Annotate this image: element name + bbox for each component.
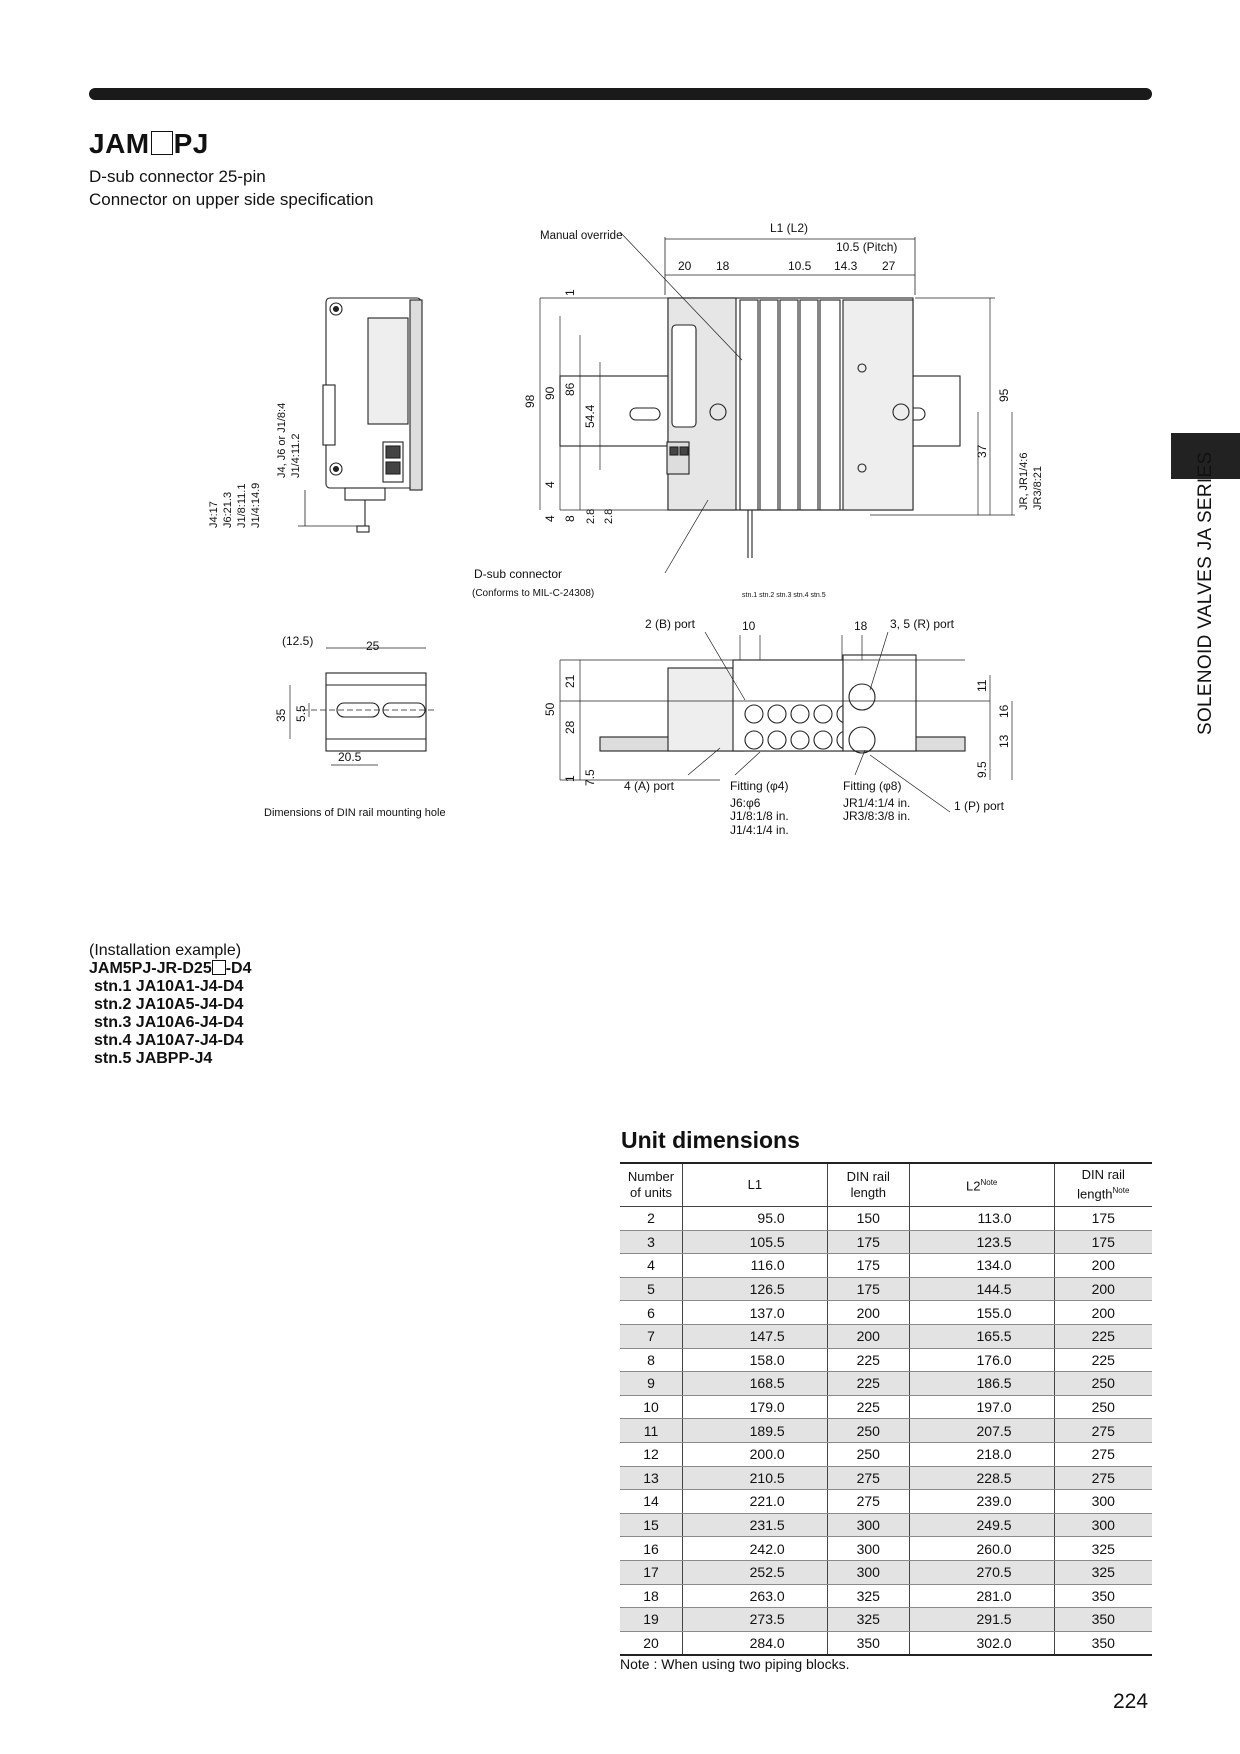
table-row xyxy=(620,1466,1152,1490)
table-cell: 252.5 xyxy=(683,1560,828,1584)
table-cell: 250 xyxy=(1054,1395,1152,1419)
table-cell: 325 xyxy=(827,1608,909,1632)
label-port-p: 1 (P) port xyxy=(954,799,1005,813)
table-cell: 176.0 xyxy=(909,1348,1054,1372)
table-cell: 200 xyxy=(827,1301,909,1325)
table-cell: 186.5 xyxy=(909,1372,1054,1396)
label-port-b: 2 (B) port xyxy=(645,617,696,631)
header-number-of-units: Number of units xyxy=(620,1163,683,1207)
table-cell: 291.5 xyxy=(909,1608,1054,1632)
installation-model xyxy=(89,960,252,978)
installation-station-4: stn.4 JA10A7-J4-D4 xyxy=(94,1032,244,1049)
table-cell: 168.5 xyxy=(683,1372,828,1396)
installation-station-5: stn.5 JABPP-J4 xyxy=(94,1050,213,1067)
header-din-rail-length: DIN rail length xyxy=(827,1163,909,1207)
table-cell: 200 xyxy=(827,1324,909,1348)
title-right: PJ xyxy=(173,128,209,159)
table-cell: 165.5 xyxy=(909,1324,1054,1348)
table-cell: 325 xyxy=(1054,1560,1152,1584)
table-cell: 6 xyxy=(620,1301,683,1325)
label-dsub-conformance: (Conforms to MIL-C-24308) xyxy=(472,588,595,599)
table-cell: 263.0 xyxy=(683,1584,828,1608)
table-cell: 179.0 xyxy=(683,1395,828,1419)
installation-station-1: stn.1 JA10A1-J4-D4 xyxy=(94,978,244,995)
dim-20: 20 xyxy=(678,259,692,273)
dim-10-5: 10.5 xyxy=(788,259,812,273)
installation-heading: (Installation example) xyxy=(89,942,242,959)
fitting-8-jr38: JR3/8:3/8 in. xyxy=(843,809,911,823)
installation-station-3: stn.3 JA10A6-J4-D4 xyxy=(94,1014,244,1031)
dim-1: 1 xyxy=(563,289,577,296)
table-cell: 175 xyxy=(827,1230,909,1254)
plan-dim-18: 18 xyxy=(854,619,868,633)
table-cell: 270.5 xyxy=(909,1560,1054,1584)
table-cell: 175 xyxy=(1054,1230,1152,1254)
dim-4-lower: 4 xyxy=(543,515,557,522)
table-cell: 158.0 xyxy=(683,1348,828,1372)
dim-4-upper: 4 xyxy=(543,481,557,488)
label-l1-l2: L1 (L2) xyxy=(770,221,809,235)
table-cell: 189.5 xyxy=(683,1419,828,1443)
din-dim-20-5: 20.5 xyxy=(338,750,362,764)
dim-95: 95 xyxy=(997,388,1011,402)
plan-dim-10: 10 xyxy=(742,619,756,633)
plan-dim-21: 21 xyxy=(563,674,577,688)
table-row xyxy=(620,1419,1152,1443)
plan-dim-28: 28 xyxy=(563,720,577,734)
table-row xyxy=(620,1254,1152,1278)
table-cell: 175 xyxy=(827,1277,909,1301)
side-dim-j4b: J4, J6 or J1/8:4 xyxy=(276,402,288,478)
table-cell: 126.5 xyxy=(683,1277,828,1301)
table-cell: 197.0 xyxy=(909,1395,1054,1419)
table-cell: 275 xyxy=(827,1466,909,1490)
table-note: Note : When using two piping blocks. xyxy=(620,1656,850,1672)
table-cell: 2 xyxy=(620,1207,683,1231)
din-dim-12-5: (12.5) xyxy=(282,634,314,648)
table-cell: 275 xyxy=(1054,1442,1152,1466)
dim-86: 86 xyxy=(563,382,577,396)
table-row xyxy=(620,1324,1152,1348)
table-cell: 12 xyxy=(620,1442,683,1466)
plan-dim-9-5: 9.5 xyxy=(975,761,989,778)
fitting-4-j14: J1/4:1/4 in. xyxy=(730,823,789,837)
label-jr-b: JR3/8:21 xyxy=(1032,465,1044,510)
plan-dim-13: 13 xyxy=(997,734,1011,748)
label-port-a: 4 (A) port xyxy=(624,779,675,793)
table-cell: 325 xyxy=(827,1584,909,1608)
table-cell: 200 xyxy=(1054,1254,1152,1278)
table-cell: 200.0 xyxy=(683,1442,828,1466)
dim-98: 98 xyxy=(523,394,537,408)
table-cell: 210.5 xyxy=(683,1466,828,1490)
dim-2-8-a: 2.8 xyxy=(585,508,597,524)
table-cell: 242.0 xyxy=(683,1537,828,1561)
unit-dimensions-title: Unit dimensions xyxy=(621,1127,800,1153)
table-cell: 11 xyxy=(620,1419,683,1443)
table-cell: 350 xyxy=(827,1631,909,1655)
table-cell: 225 xyxy=(827,1348,909,1372)
dim-18: 18 xyxy=(716,259,730,273)
label-jr-a: JR, JR1/4:6 xyxy=(1018,452,1030,510)
side-dim-j14b: J1/4:11.2 xyxy=(290,433,302,478)
table-cell: 20 xyxy=(620,1631,683,1655)
table-cell: 221.0 xyxy=(683,1490,828,1514)
table-cell: 7 xyxy=(620,1324,683,1348)
table-cell: 350 xyxy=(1054,1631,1152,1655)
table-cell: 275 xyxy=(1054,1466,1152,1490)
table-cell: 207.5 xyxy=(909,1419,1054,1443)
table-row xyxy=(620,1230,1152,1254)
din-caption: Dimensions of DIN rail mounting hole xyxy=(264,807,446,819)
installation-station-2: stn.2 JA10A5-J4-D4 xyxy=(94,996,244,1013)
table-row xyxy=(620,1442,1152,1466)
table-row xyxy=(620,1631,1152,1655)
table-cell: 4 xyxy=(620,1254,683,1278)
table-cell: 228.5 xyxy=(909,1466,1054,1490)
table-cell: 95.0 xyxy=(683,1207,828,1231)
table-cell: 113.0 xyxy=(909,1207,1054,1231)
table-cell: 175 xyxy=(827,1254,909,1278)
table-cell: 225 xyxy=(827,1372,909,1396)
table-row xyxy=(620,1372,1152,1396)
table-cell: 300 xyxy=(1054,1490,1152,1514)
table-cell: 225 xyxy=(1054,1324,1152,1348)
table-cell: 250 xyxy=(827,1442,909,1466)
table-cell: 273.5 xyxy=(683,1608,828,1632)
table-cell: 218.0 xyxy=(909,1442,1054,1466)
label-pitch: 10.5 (Pitch) xyxy=(836,240,898,254)
table-cell: 144.5 xyxy=(909,1277,1054,1301)
table-row xyxy=(620,1207,1152,1231)
table-cell: 9 xyxy=(620,1372,683,1396)
label-fitting-4: Fitting (φ4) xyxy=(730,779,789,793)
table-row xyxy=(620,1608,1152,1632)
dim-90: 90 xyxy=(543,386,557,400)
dim-2-8-b: 2.8 xyxy=(603,508,615,524)
table-row xyxy=(620,1277,1152,1301)
table-row xyxy=(620,1513,1152,1537)
table-cell: 225 xyxy=(827,1395,909,1419)
label-dsub: D-sub connector xyxy=(474,567,563,581)
table-row xyxy=(620,1490,1152,1514)
table-cell: 155.0 xyxy=(909,1301,1054,1325)
table-cell: 5 xyxy=(620,1277,683,1301)
side-dim-j14: J1/4:14.9 xyxy=(250,482,262,528)
table-cell: 10 xyxy=(620,1395,683,1419)
plan-dim-11: 11 xyxy=(975,679,989,692)
table-cell: 147.5 xyxy=(683,1324,828,1348)
table-cell: 19 xyxy=(620,1608,683,1632)
table-cell: 18 xyxy=(620,1584,683,1608)
fitting-4-j18: J1/8:1/8 in. xyxy=(730,809,789,823)
installation-model-right: -D4 xyxy=(225,960,252,977)
model-placeholder-box xyxy=(212,960,226,975)
table-cell: 200 xyxy=(1054,1301,1152,1325)
table-cell: 250 xyxy=(1054,1372,1152,1396)
table-row xyxy=(620,1301,1152,1325)
header-din-rail-length-note: DIN rail length$^{Note}$ xyxy=(1054,1163,1152,1207)
table-cell: 13 xyxy=(620,1466,683,1490)
table-cell: 231.5 xyxy=(683,1513,828,1537)
installation-example xyxy=(89,942,252,1068)
plan-dim-1: 1 xyxy=(563,775,577,782)
side-dim-j4: J4:17 xyxy=(208,501,220,528)
dim-37: 37 xyxy=(975,444,989,458)
table-cell: 123.5 xyxy=(909,1230,1054,1254)
table-cell: 302.0 xyxy=(909,1631,1054,1655)
table-cell: 15 xyxy=(620,1513,683,1537)
table-cell: 275 xyxy=(827,1490,909,1514)
table-row xyxy=(620,1560,1152,1584)
din-dim-5-5: 5.5 xyxy=(294,705,308,722)
title-left: JAM xyxy=(89,128,150,159)
side-dim-j18: J1/8:11.1 xyxy=(236,483,248,528)
label-stations: stn.1 stn.2 stn.3 stn.4 stn.5 xyxy=(742,592,826,599)
table-cell: 134.0 xyxy=(909,1254,1054,1278)
page-number: 224 xyxy=(1113,1690,1149,1713)
table-cell: 150 xyxy=(827,1207,909,1231)
installation-model-left: JAM5PJ-JR-D25 xyxy=(89,960,212,977)
din-dim-35: 35 xyxy=(274,708,288,722)
table-cell: 200 xyxy=(1054,1277,1152,1301)
subtitle-line-1: D-sub connector 25-pin xyxy=(89,167,266,186)
fitting-4-j6: J6:φ6 xyxy=(730,796,761,810)
table-cell: 3 xyxy=(620,1230,683,1254)
table-cell: 175 xyxy=(1054,1207,1152,1231)
table-row xyxy=(620,1537,1152,1561)
label-manual-override: Manual override xyxy=(540,230,623,242)
table-cell: 250 xyxy=(827,1419,909,1443)
table-cell: 300 xyxy=(827,1560,909,1584)
unit-dimensions-table xyxy=(620,1162,1152,1656)
table-cell: 16 xyxy=(620,1537,683,1561)
header-l1: L1 xyxy=(683,1163,828,1207)
side-dim-j6: J6:21.3 xyxy=(222,491,234,528)
header-l2: $L2^{Note}$ xyxy=(909,1163,1054,1207)
table-cell: 105.5 xyxy=(683,1230,828,1254)
plan-dim-7-5: 7.5 xyxy=(583,769,597,786)
plan-dim-50: 50 xyxy=(543,702,557,716)
dim-27: 27 xyxy=(882,259,896,273)
table-cell: 137.0 xyxy=(683,1301,828,1325)
plan-dim-16: 16 xyxy=(997,704,1011,718)
subtitle-line-2: Connector on upper side specification xyxy=(89,190,374,209)
table-row xyxy=(620,1395,1152,1419)
table-cell: 300 xyxy=(827,1537,909,1561)
side-view xyxy=(298,298,422,532)
side-tab-label: SOLENOID VALVES JA SERIES xyxy=(1195,451,1216,735)
label-port-r: 3, 5 (R) port xyxy=(890,617,955,631)
dim-8: 8 xyxy=(563,515,577,522)
table-row xyxy=(620,1584,1152,1608)
table-cell: 17 xyxy=(620,1560,683,1584)
table-cell: 249.5 xyxy=(909,1513,1054,1537)
table-cell: 14 xyxy=(620,1490,683,1514)
dim-54-4: 54.4 xyxy=(583,404,597,428)
table-cell: 350 xyxy=(1054,1584,1152,1608)
table-cell: 325 xyxy=(1054,1537,1152,1561)
label-fitting-8: Fitting (φ8) xyxy=(843,779,902,793)
table-cell: 225 xyxy=(1054,1348,1152,1372)
table-cell: 300 xyxy=(827,1513,909,1537)
fitting-8-jr14: JR1/4:1/4 in. xyxy=(843,796,911,810)
din-rail-detail xyxy=(290,648,435,765)
table-cell: 239.0 xyxy=(909,1490,1054,1514)
table-cell: 8 xyxy=(620,1348,683,1372)
table-header-row xyxy=(620,1163,1152,1207)
table-cell: 275 xyxy=(1054,1419,1152,1443)
table-cell: 284.0 xyxy=(683,1631,828,1655)
table-cell: 116.0 xyxy=(683,1254,828,1278)
table-cell: 260.0 xyxy=(909,1537,1054,1561)
table-cell: 300 xyxy=(1054,1513,1152,1537)
table-cell: 350 xyxy=(1054,1608,1152,1632)
table-row xyxy=(620,1348,1152,1372)
din-dim-25: 25 xyxy=(366,639,380,653)
table-cell: 281.0 xyxy=(909,1584,1054,1608)
dim-14-3: 14.3 xyxy=(834,259,858,273)
